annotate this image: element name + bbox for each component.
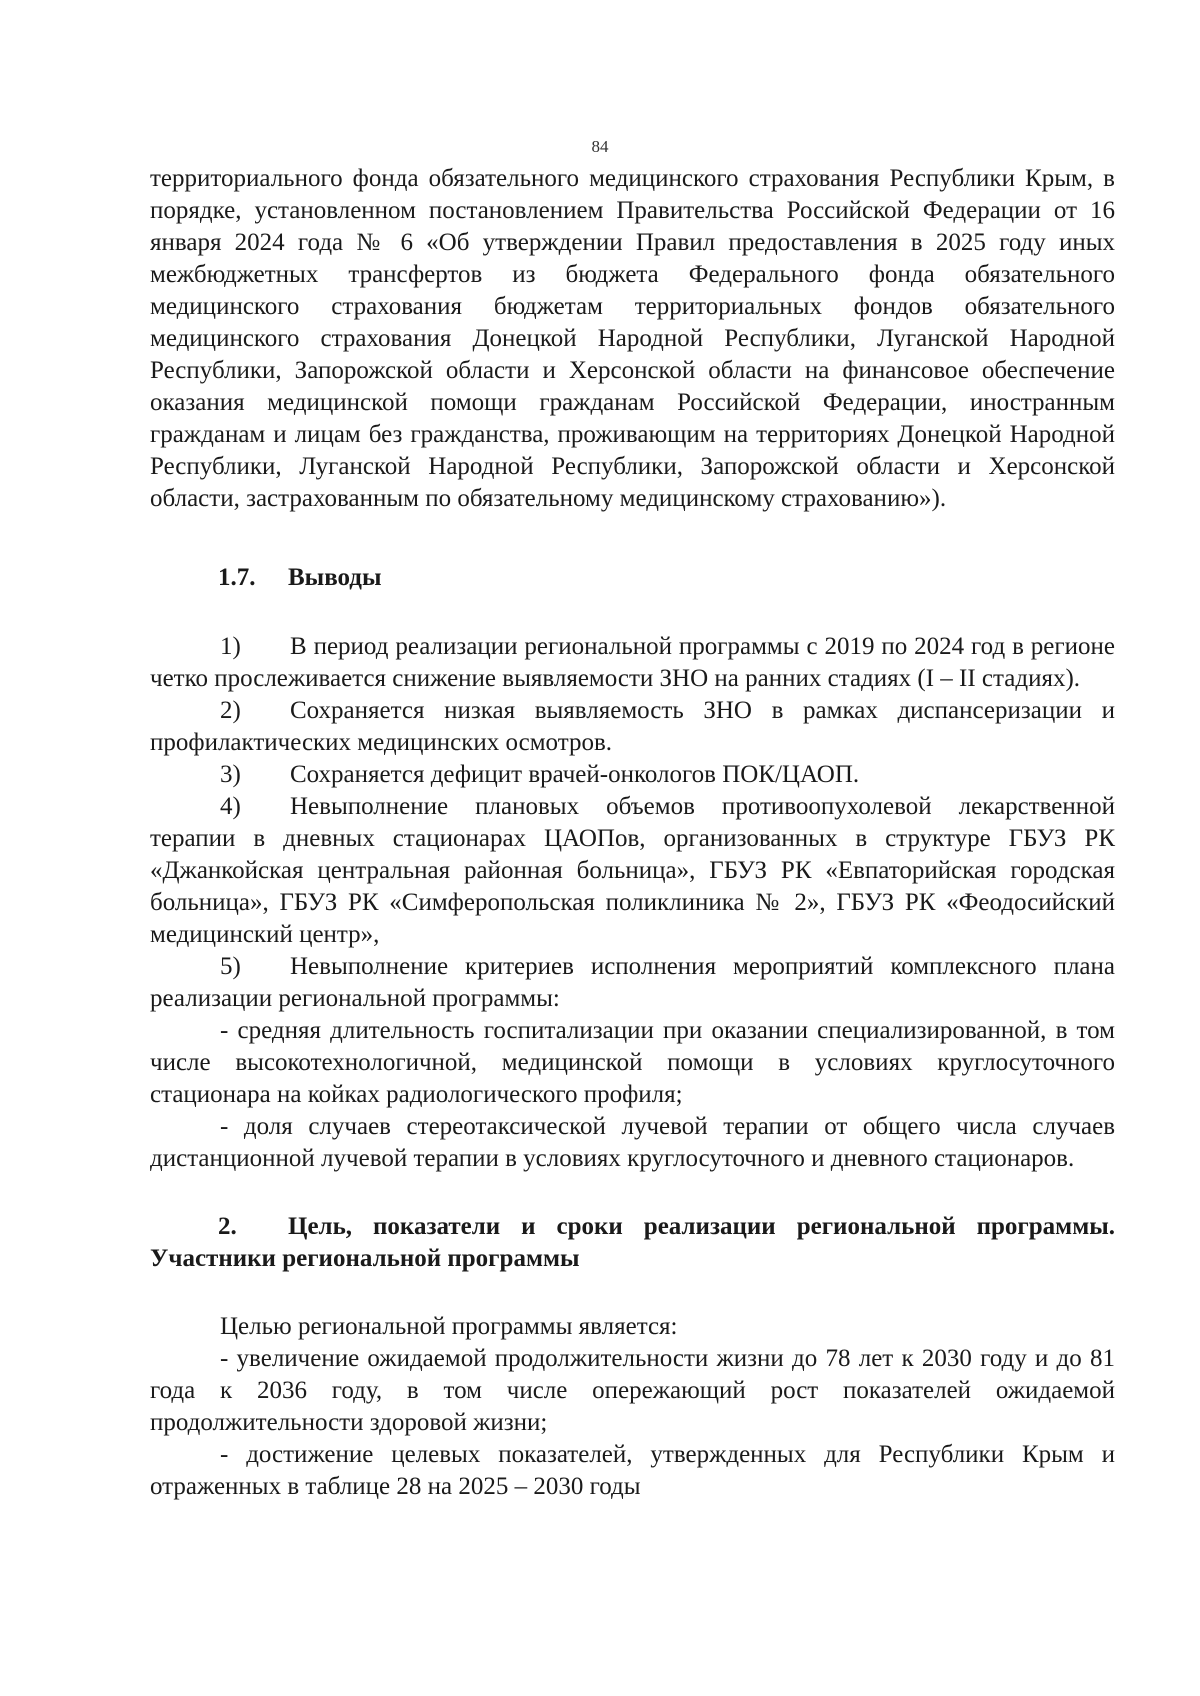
section-number: 1.7. (218, 564, 256, 591)
list-item-number: 2) (220, 697, 241, 724)
list-item-text: Сохраняется дефицит врачей-онкологов ПОК/ЦАОП. (290, 761, 860, 788)
list-item (150, 791, 1115, 951)
list-item-number: 1) (220, 633, 241, 660)
section-heading-1-7 (150, 562, 1115, 594)
goal-bullet: - достижение целевых показателей, утвержденных для Республики Крым и отраженных в таблице 28 на 2025 – 2030 годы (150, 1441, 1115, 1500)
section-title: Выводы (288, 564, 382, 591)
list-item-number: 4) (220, 793, 241, 820)
section-lead: Целью региональной программы является: (220, 1313, 678, 1340)
list-item (150, 759, 1115, 791)
page-number: 84 (591, 137, 609, 156)
list-item-number: 5) (220, 953, 241, 980)
goal-bullet: - увеличение ожидаемой продолжительности жизни до 78 лет к 2030 году и до 81 года к 2036 году, в том числе опережающий рост показателей ожидаемой продолжительности здоровой жизни; (150, 1345, 1115, 1436)
list-item (150, 951, 1115, 1015)
document-body (150, 163, 1115, 1503)
section-number: 2. (218, 1213, 237, 1240)
list-item (150, 695, 1115, 759)
list-item-text: В период реализации региональной программы с 2019 по 2024 год в регионе четко прослеживается снижение выявляемости ЗНО на ранних стадиях (I – II стадиях). (150, 633, 1115, 692)
list-item (150, 631, 1115, 695)
intro-paragraph: территориального фонда обязательного медицинского страхования Республики Крым, в порядке, установленном постановлением Правительства Российской Федерации от 16 января 2024 года № 6 «Об утверждении Правил предоставления в 2025 году иных межбюджетных трансфертов из бюджета Федерального фонда обязательного медицинского страхования бюджетам территориальных фондов обязательного медицинского страхования Донецкой Народной Республики, Луганской Народной Республики, Запорожской области и Херсонской области на финансовое обеспечение оказания медицинской помощи гражданам Российской Федерации, иностранным гражданам и лицам без гражданства, проживающим на территориях Донецкой Народной Республики, Луганской Народной Республики, Запорожской области и Херсонской области, застрахованным по обязательному медицинскому страхованию»). (150, 165, 1115, 512)
list-item-number: 3) (220, 761, 241, 788)
list-item-text: Сохраняется низкая выявляемость ЗНО в рамках диспансеризации и профилактических медицинских осмотров. (150, 697, 1115, 756)
list-item-text: Невыполнение плановых объемов противоопухолевой лекарственной терапии в дневных стационарах ЦАОПов, организованных в структуре ГБУЗ РК «Джанкойская центральная районная больница», ГБУЗ РК «Евпаторийская городская больница», ГБУЗ РК «Симферопольская поликлиника № 2», ГБУЗ РК «Феодосийский медицинский центр», (150, 793, 1115, 948)
sub-item: - доля случаев стереотаксической лучевой терапии от общего числа случаев дистанционной лучевой терапии в условиях круглосуточного и дневного стационаров. (150, 1113, 1115, 1172)
list-item-text: Невыполнение критериев исполнения мероприятий комплексного плана реализации региональной программы: (150, 953, 1115, 1012)
section-title: Цель, показатели и сроки реализации региональной программы. Участники региональной программы (150, 1213, 1115, 1272)
sub-item: - средняя длительность госпитализации при оказании специализированной, в том числе высокотехнологичной, медицинской помощи в условиях круглосуточного стационара на койках радиологического профиля; (150, 1017, 1115, 1108)
section-heading-2 (150, 1211, 1115, 1275)
